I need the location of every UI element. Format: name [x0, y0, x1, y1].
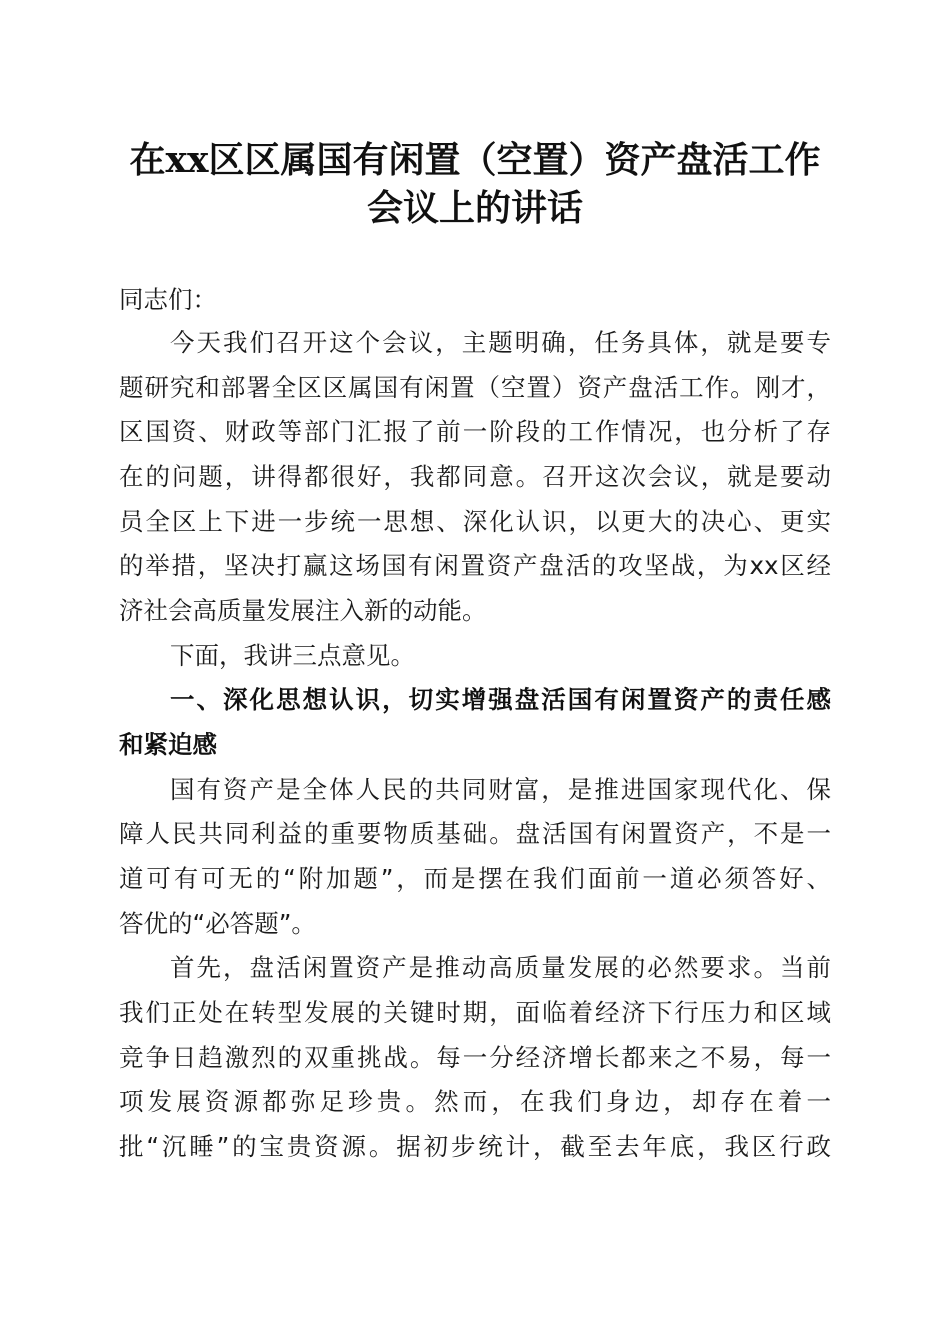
paragraph-line: 障人民共同利益的重要物质基础。盘活国有闲置资产，不是一 [119, 819, 831, 848]
paragraph-line: 题研究和部署全区区属国有闲置（空置）资产盘活工作。刚才， [119, 373, 831, 402]
paragraph-line: 区国资、财政等部门汇报了前一阶段的工作情况，也分析了存 [119, 417, 831, 446]
paragraph-line: 在的问题，讲得都很好，我都同意。召开这次会议，就是要动 [119, 462, 831, 491]
paragraph-line: 下面，我讲三点意见。 [170, 641, 415, 670]
document-title-line-1: 在xx区区属国有闲置（空置）资产盘活工作 [129, 139, 821, 181]
paragraph-line: 今天我们召开这个会议，主题明确，任务具体，就是要专 [170, 328, 831, 357]
paragraph-line: 竞争日趋激烈的双重挑战。每一分经济增长都来之不易，每一 [119, 1043, 831, 1072]
paragraph-line: 项发展资源都弥足珍贵。然而，在我们身边，却存在着一 [119, 1087, 831, 1116]
section-heading-line: 和紧迫感 [119, 730, 217, 759]
paragraph-line: 首先，盘活闲置资产是推动高质量发展的必然要求。当前 [170, 953, 831, 982]
section-heading-line: 一、深化思想认识，切实增强盘活国有闲置资产的责任感 [170, 685, 831, 714]
salutation: 同志们： [119, 285, 217, 314]
document-title-line-2: 会议上的讲话 [366, 187, 583, 229]
paragraph-line: 国有资产是全体人民的共同财富，是推进国家现代化、保 [170, 775, 831, 804]
paragraph-line: 批“沉睡”的宝贵资源。据初步统计，截至去年底，我区行政 [119, 1132, 831, 1161]
paragraph-line: 的举措，坚决打赢这场国有闲置资产盘活的攻坚战，为xx区经 [119, 551, 831, 580]
paragraph-line: 员全区上下进一步统一思想、深化认识，以更大的决心、更实 [119, 507, 831, 536]
paragraph-line: 济社会高质量发展注入新的动能。 [119, 596, 487, 625]
paragraph-line: 我们正处在转型发展的关键时期，面临着经济下行压力和区域 [119, 998, 831, 1027]
paragraph-line: 答优的“必答题”。 [119, 909, 316, 938]
paragraph-line: 道可有可无的“附加题”，而是摆在我们面前一道必须答好、 [119, 864, 831, 893]
